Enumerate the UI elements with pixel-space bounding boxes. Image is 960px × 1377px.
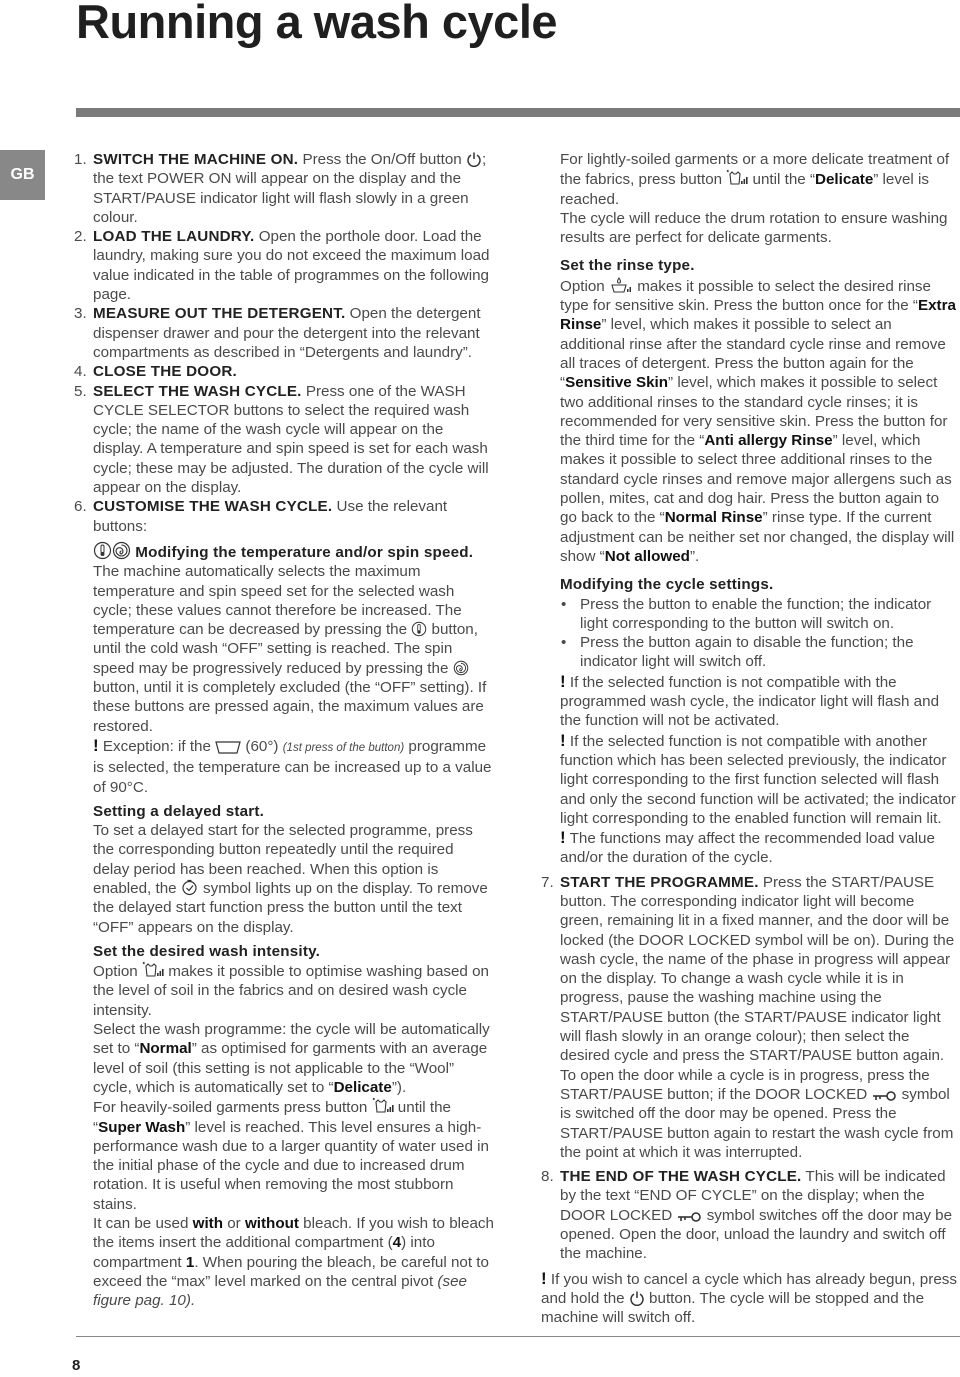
emphasis: 4 [392, 1234, 402, 1252]
section-text: makes it possible to select the desired rinse type for sensitive skin. Press the button once for the “ [560, 277, 931, 315]
section-text: ” level is reached. This level ensures a high-performance wash due to a larger quantity of water used in the initial phase of the cycle and due to increased drum rotation. It is useful when removing the most stubborn stains. [93, 1118, 489, 1213]
section-text: Option [93, 963, 142, 981]
section-text: To set a delayed start for the selected programme, press the corresponding button repeatedly until the required delay period has been reached. When this option is enabled, the [93, 822, 473, 897]
note-text: The functions may affect the recommended load value and/or the duration of the cycle. [560, 830, 935, 867]
note-text: If the selected function is not compatible with another function which has been selected previously, the indicator light corresponding to the first function selected will flash and only the second function will be activated; the indicator light corresponding to the enabled function will remain lit. [560, 732, 956, 827]
delayed-start-section [74, 802, 494, 937]
figure-reference: (see figure pag. 10). [93, 1272, 467, 1310]
section-heading: Set the desired wash intensity. [93, 942, 321, 960]
step-text: ; the text POWER ON will appear on the display and the START/PAUSE indicator light will flash slowly in a green colour. [93, 151, 487, 226]
section-text: symbol lights up on the display. To remove the delayed start function press the button until the text “OFF” appears on the display. [93, 879, 488, 936]
section-text: or [223, 1215, 245, 1233]
step-text: Open the detergent dispenser drawer and pour the detergent into the relevant compartments as described in “Detergents and laundry”. [93, 305, 481, 361]
cancel-cycle-note [541, 1269, 959, 1328]
modify-temp-spin-section [74, 541, 494, 736]
left-column [74, 150, 494, 1311]
step-text: Press the START/PAUSE button. The corresponding indicator light will become green, remaining lit in a fixed manner, and the door will be locked (the DOOR LOCKED symbol will be on). During the wash cycle, the name of the phase in progress will appear on the display. To change a wash cycle while it is in progress, pause the washing machine using the START/PAUSE button (the START/PAUSE indicator light will flash slowly in an orange colour); then select the desired cycle and press the START/PAUSE button again. To open the door while a cycle is in progress, press the START/PAUSE button; if the DOOR LOCKED [560, 873, 955, 1103]
footer-rule [76, 1336, 960, 1337]
section-text: . When pouring the bleach, be careful not to exceed the “max” level marked on the central pivot [93, 1253, 489, 1290]
section-heading: Setting a delayed start. [93, 802, 265, 820]
spin-icon [112, 541, 131, 560]
temperature-icon [93, 541, 112, 560]
step-heading: SELECT THE WASH CYCLE. [93, 382, 302, 400]
warning-mark: ! [93, 735, 99, 755]
section-text: For heavily-soiled garments press button [93, 1099, 372, 1117]
level-name: Anti allergy Rinse [704, 432, 833, 450]
step-2 [74, 227, 494, 304]
section-text: The machine automatically selects the maximum temperature and spin speed set for the selected wash cycle; these values cannot therefore be increased. The temperature can be decreased by pressing the [93, 563, 462, 639]
page-number: 8 [72, 1357, 81, 1374]
level-name: Extra Rinse [560, 297, 956, 334]
door-lock-key-icon [871, 1090, 897, 1102]
bullet-item [541, 633, 959, 672]
bullet-mark: • [561, 595, 567, 613]
step-heading: SWITCH THE MACHINE ON. [93, 151, 299, 168]
note-text: Exception: if the [98, 737, 216, 755]
level-name: Not allowed [604, 547, 690, 565]
section-text: ”). [391, 1078, 407, 1096]
step-7 [541, 873, 959, 1162]
bullet-item [541, 595, 959, 634]
level-name: Delicate [333, 1078, 392, 1096]
step-heading: MEASURE OUT THE DETERGENT. [93, 305, 346, 323]
step-number: 3. [74, 305, 87, 323]
level-name: Delicate [815, 171, 874, 189]
section-text: bleach. If you wish to bleach the items insert the additional compartment ( [93, 1215, 494, 1252]
rinse-type-section [541, 256, 959, 566]
warning-note [541, 672, 959, 731]
note-text: (60°) [241, 737, 283, 755]
page-title: Running a wash cycle [76, 0, 558, 48]
section-text: ”. [689, 547, 700, 565]
door-lock-key-icon [676, 1211, 702, 1223]
warning-mark: ! [560, 730, 566, 750]
section-text: Option [560, 277, 609, 295]
step-number: 8. [541, 1168, 554, 1186]
section-text: until the “ [93, 1099, 451, 1136]
warning-note [541, 731, 959, 828]
step-6 [74, 497, 494, 536]
section-heading: Modifying the temperature and/or spin speed. [135, 543, 474, 561]
step-3 [74, 304, 494, 362]
note-text: programme is selected, the temperature can be increased up to a value of 90°C. [93, 737, 492, 796]
bullet-mark: • [561, 634, 567, 652]
light-soil-paragraph [541, 150, 959, 247]
section-text: It can be used [93, 1215, 193, 1233]
step-heading: LOAD THE LAUNDRY. [93, 228, 255, 246]
step-number: 4. [74, 363, 87, 381]
level-name: Super Wash [98, 1118, 186, 1136]
section-text: button, until the cold wash “OFF” setting is reached. The spin speed may be progressively reduced by pressing the [93, 621, 478, 677]
power-icon [466, 151, 482, 167]
note-text: If you wish to cancel a cycle which has already begun, press and hold the [541, 1270, 957, 1307]
level-name: Normal [139, 1040, 192, 1058]
exception-note [74, 736, 494, 797]
right-column [541, 150, 959, 1328]
step-text: Press the On/Off button [298, 151, 466, 168]
intensity-icon [726, 169, 748, 187]
wash-intensity-section [74, 942, 494, 1311]
section-text: ” level, which makes it possible to select an additional rinse after the standard cycle rinse and remove all traces of detergent. Press the button again for the “ [560, 316, 946, 392]
section-text: For lightly-soiled garments or a more delicate treatment of the fabrics, press button [560, 151, 950, 189]
step-text: Press one of the WASH CYCLE SELECTOR buttons to select the required wash cycle; the name of the wash cycle will appear on the display. A temperature and spin speed is set for each wash cycle; these may be adjusted. The duration of the cycle will appear on the display. [93, 382, 489, 497]
section-text: button, until it is completely excluded (the “OFF” setting). If these buttons are pressed again, the maximum values are restored. [93, 679, 487, 735]
intensity-icon [142, 961, 164, 979]
section-text: makes it possible to optimise washing based on the level of soil in the fabrics and on desired wash cycle intensity. [93, 963, 489, 1019]
intensity-icon [372, 1097, 394, 1115]
step-number: 1. [74, 151, 87, 168]
section-heading: Modifying the cycle settings. [560, 576, 774, 594]
emphasis: without [244, 1215, 299, 1233]
power-icon [629, 1290, 645, 1306]
section-heading: Set the rinse type. [560, 257, 695, 275]
spin-icon [453, 660, 469, 676]
step-number: 5. [74, 382, 87, 400]
warning-note [541, 828, 959, 868]
step-text: This will be indicated by the text “END OF CYCLE” on the display; when the DOOR LOCKED [560, 1168, 946, 1224]
step-5 [74, 382, 494, 498]
step-heading: CLOSE THE DOOR. [93, 363, 237, 381]
modify-settings-heading [541, 575, 959, 594]
step-number: 7. [541, 873, 554, 891]
step-1 [74, 150, 494, 227]
cotton-programme-icon [215, 740, 241, 754]
emphasis: 1 [185, 1253, 195, 1271]
section-text: ” as optimised for garments with an average level of soil (this setting is not applicable to the “Wool” cycle, which is automatically set to “ [93, 1040, 488, 1096]
emphasis: with [192, 1215, 224, 1233]
note-text: button. The cycle will be stopped and the machine will switch off. [541, 1289, 925, 1327]
step-heading: THE END OF THE WASH CYCLE. [560, 1168, 802, 1186]
step-4 [74, 362, 494, 381]
language-tab: GB [0, 150, 45, 200]
note-text: If the selected function is not compatible with the programmed wash cycle, the indicator light will flash and the function will not be activated. [560, 673, 940, 730]
section-text: ” rinse type. If the current adjustment can be neither set nor changed, the display will show “ [560, 509, 955, 565]
level-name: Sensitive Skin [565, 374, 669, 392]
step-text: symbol switches off the door may be opened. Open the door, unload the laundry and switch off the machine. [560, 1206, 953, 1263]
title-rule [76, 108, 960, 117]
section-text: ) into compartment [93, 1234, 435, 1271]
step-heading: START THE PROGRAMME. [560, 873, 759, 891]
warning-mark: ! [560, 828, 566, 848]
section-text: Select the wash programme: the cycle will be automatically set to “ [93, 1021, 490, 1058]
step-8 [541, 1167, 959, 1263]
rinse-icon [609, 276, 633, 294]
warning-mark: ! [560, 671, 566, 691]
section-text: ” level, which makes it possible to select two additional rinses to the standard cycle rinses; it is recommended for very sensitive skin. Press the button for the third time for the “ [560, 374, 948, 450]
level-name: Normal Rinse [664, 509, 763, 527]
step-number: 6. [74, 498, 87, 516]
section-text: ” level, which makes it possible to select three additional rinses to the standard cycle rinses and remove major allergens such as pollen, mites, cat and dog hair. Press the button again to go back to the “ [560, 432, 952, 527]
step-heading: CUSTOMISE THE WASH CYCLE. [93, 498, 333, 516]
section-text: ” level is reached. [560, 171, 929, 208]
warning-mark: ! [541, 1268, 547, 1288]
delay-timer-icon [181, 879, 199, 896]
bullet-text: Press the button again to disable the function; the indicator light will switch off. [580, 634, 914, 671]
temperature-icon [411, 621, 427, 637]
bullet-text: Press the button to enable the function; the indicator light corresponding to the button will switch on. [580, 595, 932, 632]
step-text: symbol is switched off the door may be opened. Press the START/PAUSE button again to restart the wash cycle from the point at which it was interrupted. [560, 1085, 954, 1161]
step-number: 2. [74, 228, 87, 246]
note-small: (1st press of the button) [282, 741, 405, 754]
section-text: The cycle will reduce the drum rotation to ensure washing results are perfect for delicate garments. [560, 209, 948, 247]
step-text: Open the porthole door. Load the laundry, making sure you do not exceed the maximum load value indicated in the table of programmes on the following page. [93, 228, 490, 304]
step-text: Use the relevant buttons: [93, 498, 448, 535]
section-text: until the “ [748, 171, 816, 189]
